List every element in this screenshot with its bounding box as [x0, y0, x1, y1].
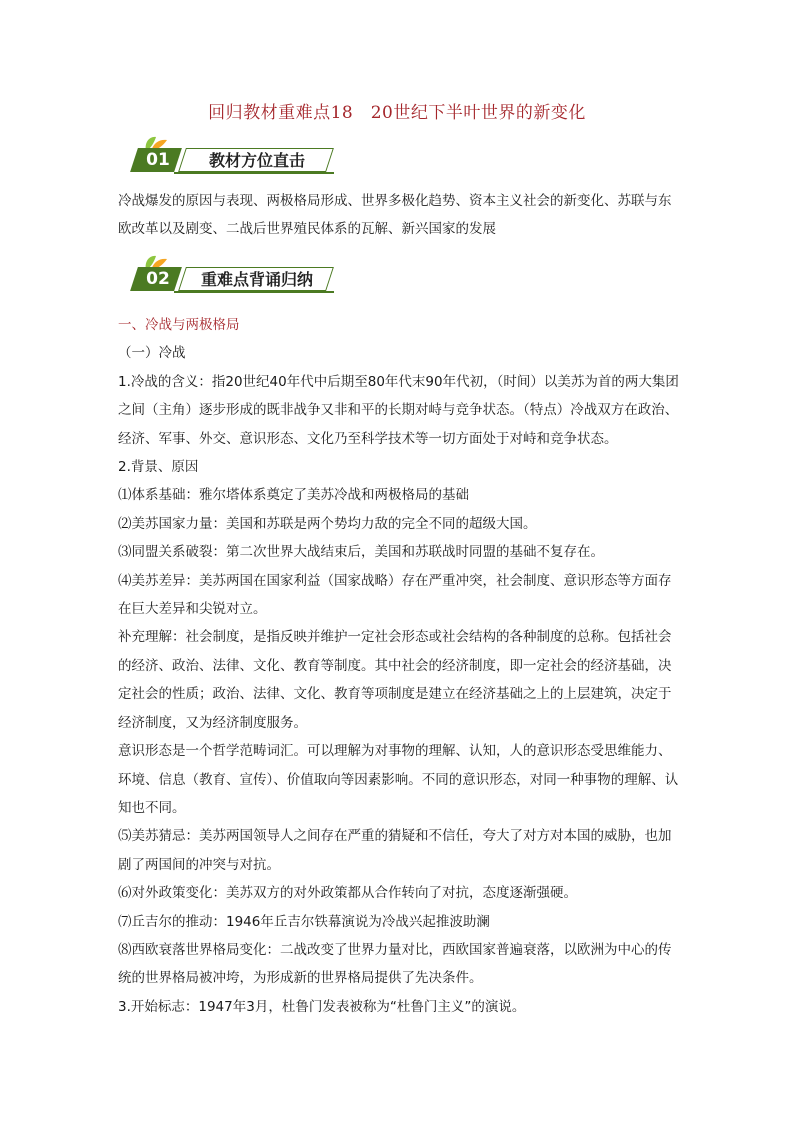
paragraph: 3.开始标志：1947年3月，杜鲁门发表被称为“杜鲁门主义”的演说。 [118, 998, 526, 1015]
paragraph: ⑴体系基础：雅尔塔体系奠定了美苏冷战和两极格局的基础 [118, 487, 469, 504]
paragraph: ⑺丘吉尔的推动：1946年丘吉尔铁幕演说为冷战兴起推波助澜 [118, 913, 490, 930]
paragraph: 2.背景、原因 [118, 459, 199, 476]
section-underline [174, 291, 334, 293]
section-header-01 [134, 134, 334, 178]
paragraph: ⑷美苏差异：美苏两国在国家利益（国家战略）存在严重冲突，社会制度、意识形态等方面存在巨大差异和尖锐对立。 [118, 572, 672, 618]
section-header-02 [134, 253, 334, 297]
paragraph: ⑻西欧衰落世界格局变化：二战改变了世界力量对比，西欧国家普遍衰落，以欧洲为中心的传统的世界格局被冲垮，为形成新的世界格局提供了先决条件。 [118, 941, 672, 987]
heading-sub: （一）冷战 [118, 345, 186, 362]
paragraph: ⑸美苏猜忌：美苏两国领导人之间存在严重的猜疑和不信任，夸大了对方对本国的威胁，也加剧了两国间的冲突与对抗。 [118, 828, 672, 873]
section1-content [118, 187, 684, 244]
section-label: 教材方位直击 [208, 151, 305, 170]
paragraph: ⑵美苏国家力量：美国和苏联是两个势均力敌的完全不同的超级大国。 [118, 515, 537, 532]
section-number: 01 [146, 150, 170, 170]
paragraph: 补充理解：社会制度，是指反映并维护一定社会形态或社会结构的各种制度的总称。包括社会的经济、政治、法律、文化、教育等制度。其中社会的经济制度，即一定社会的经济基础，决定社会的性质；政治、法律、文化、教育等项制度是建立在经济基础之上的上层建筑，决定于经济制度，又为经济制度服务。 [118, 629, 672, 731]
heading-main: 一、冷战与两极格局 [118, 317, 240, 333]
paragraph: ⑹对外政策变化：美苏双方的对外政策都从合作转向了对抗，态度逐渐强硬。 [118, 885, 577, 902]
section-label: 重难点背诵归纳 [200, 270, 313, 289]
section1-text: 冷战爆发的原因与表现、两极格局形成、世界多极化趋势、资本主义社会的新变化、苏联与东欧改革以及剧变、二战后世界殖民体系的瓦解、新兴国家的发展 [118, 193, 672, 238]
paragraph: ⑶同盟关系破裂：第二次世界大战结束后，美国和苏联战时同盟的基础不复存在。 [118, 544, 604, 561]
section2-content [118, 311, 684, 1021]
section-underline [174, 172, 334, 174]
paragraph: 意识形态是一个哲学范畴词汇。可以理解为对事物的理解、认知，人的意识形态受思维能力、环境、信息（教育、宣传）、价值取向等因素影响。不同的意识形态，对同一种事物的理解、认知也不同。 [118, 743, 679, 816]
section-number: 02 [146, 269, 170, 289]
paragraph: 1.冷战的含义：指20世纪40年代中后期至80年代末90年代初，（时间）以美苏为首的两大集团之间（主角）逐步形成的既非战争又非和平的长期对峙与竞争状态。（特点）冷战双方在政治、经济、军事、外交、意识形态、文化乃至科学技术等一切方面处于对峙和竞争状态。 [118, 373, 679, 447]
page-title: 回归教材重难点18 20世纪下半叶世界的新变化 [208, 103, 586, 123]
